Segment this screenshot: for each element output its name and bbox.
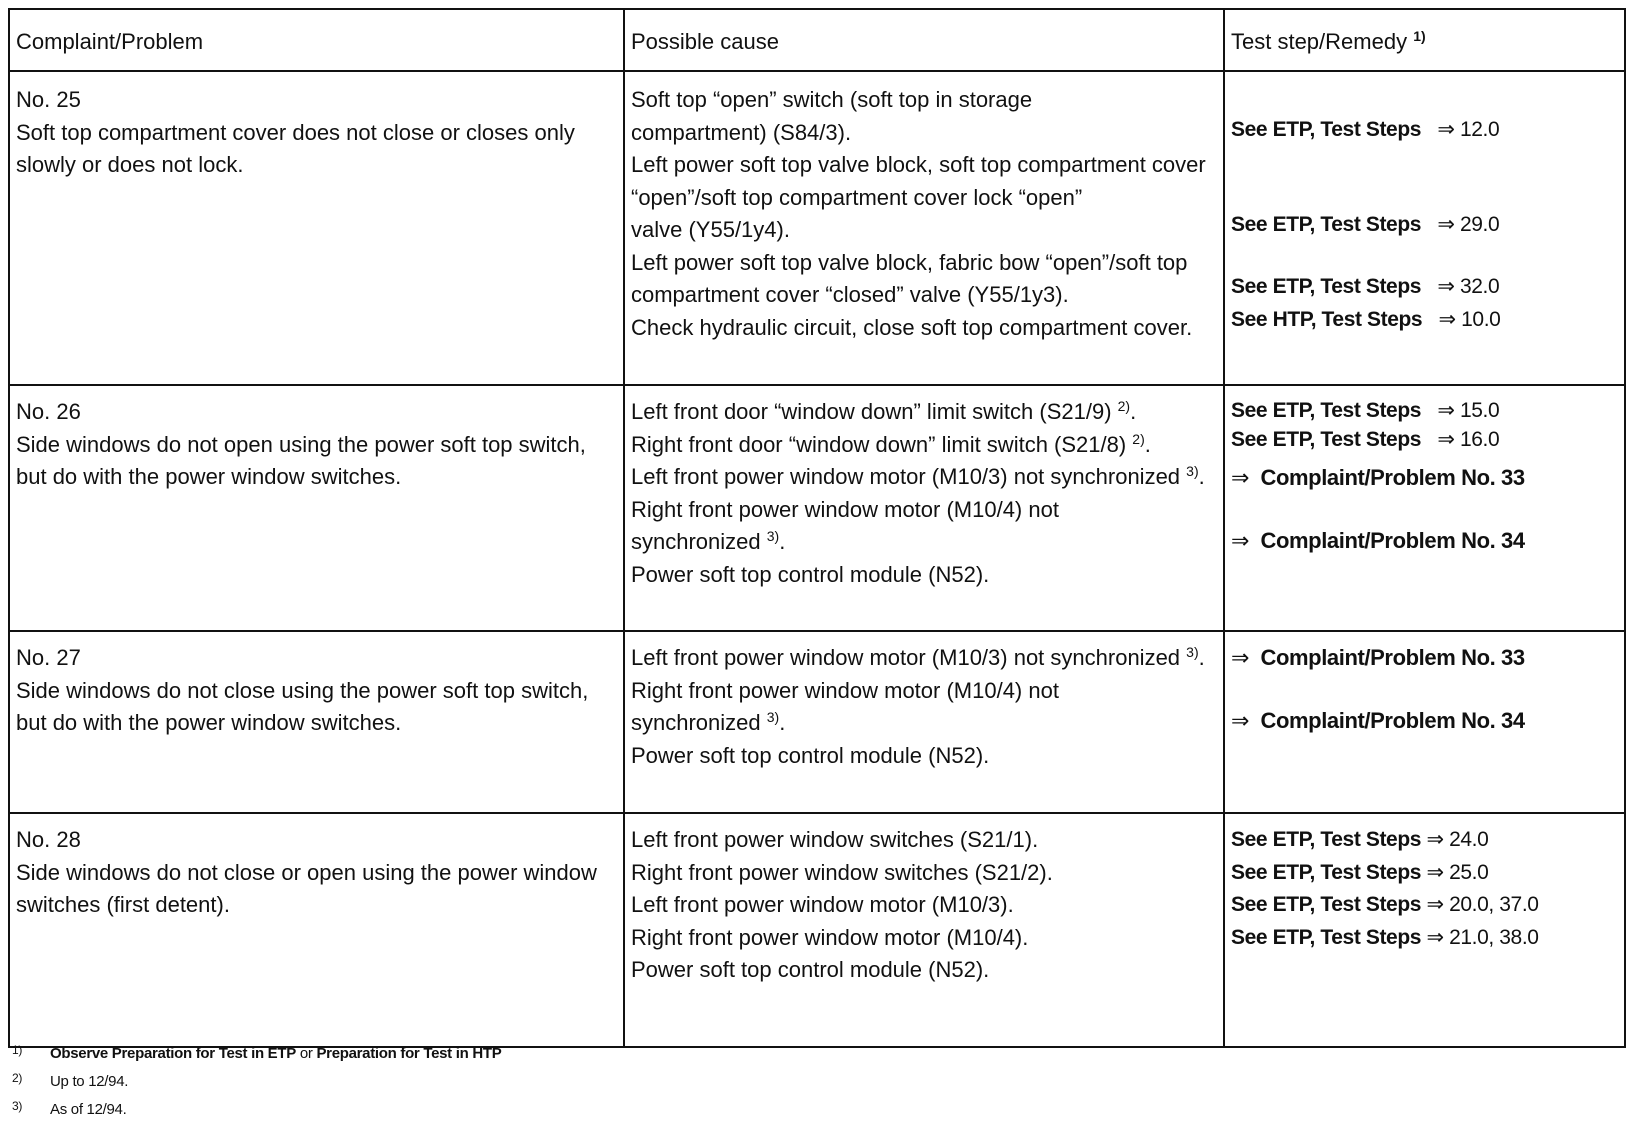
cause-line [631,526,1217,559]
complaint-text-line: Soft top compartment cover does not close or closes only [16,119,575,145]
remedy-text: See ETP, Test Steps [1231,399,1422,422]
complaint-cell-26 [9,385,624,631]
footnote-mark: 3) [766,709,780,725]
complaint-number: No. 27 [16,645,81,670]
test-step-number: 12.0 [1460,118,1500,141]
remedy-cell-26 [1224,385,1625,631]
footnote-mark: 3) [1186,644,1199,660]
cause-line [631,494,1217,527]
complaint-text-line: but do with the power window switches. [16,464,402,489]
spacer [1231,675,1618,705]
footnote-text: or [295,1045,317,1062]
remedy-text: See ETP, Test Steps [1231,893,1422,916]
complaint-text-line: Side windows do not close or open using the power window [16,859,597,885]
cause-line: valve (Y55/1y4). [631,217,790,242]
footnote-mark: 2) [1132,430,1145,447]
test-step-number: 29.0 [1460,212,1500,236]
remedy-text: See ETP, Test Steps [1231,828,1422,851]
remedy-line [1231,304,1618,337]
footnotes [12,1038,501,1122]
complaint-cell-27 [9,631,624,813]
complaint-number: No. 25 [16,87,81,112]
cause-text: Right front power window motor (M10/4) not [631,677,1059,703]
remedy-line [1231,922,1618,955]
footnote-mark: 1) [12,1043,23,1057]
spacer [1231,84,1618,114]
cause-tail: . [1144,431,1151,457]
arrow-icon: ⇒ [1437,275,1455,298]
cause-text: Power soft top control module (N52). [631,561,990,587]
arrow-icon: ⇒ [1231,645,1250,670]
table-row-26 [9,385,1625,631]
remedy-text: Complaint/Problem No. 34 [1260,707,1525,733]
remedy-link[interactable] [1231,462,1618,495]
test-step-number: 16.0 [1460,428,1500,451]
cause-text: Left front power window motor (M10/3) not synchronized [631,645,1187,670]
cause-text: Right front door “window down” limit switch (S21/8) [631,431,1133,457]
test-step-number: 32.0 [1460,275,1500,298]
remedy-cell-28 [1224,813,1625,1047]
troubleshooting-table [8,8,1626,1048]
footnote-text: As of 12/94. [50,1101,127,1118]
cause-cell-25 [624,71,1224,385]
arrow-icon: ⇒ [1426,860,1444,884]
remedy-cell-27 [1224,631,1625,813]
remedy-line [1231,824,1618,857]
complaint-text-line: Side windows do not open using the power soft top switch, [16,431,586,457]
arrow-icon: ⇒ [1426,925,1444,949]
test-step-number: 24.0 [1449,828,1489,851]
spacer [1231,495,1618,525]
arrow-icon: ⇒ [1437,428,1455,451]
cause-line: Left power soft top valve block, soft top compartment cover [631,152,1206,177]
complaint-text-line: slowly or does not lock. [16,152,244,177]
table-row-25 [9,71,1625,385]
cause-line [631,461,1217,494]
arrow-icon: ⇒ [1437,118,1455,141]
test-step-number: 21.0, 38.0 [1449,925,1539,949]
complaint-cell-28 [9,813,624,1047]
cause-text: Left front power window motor (M10/3) not synchronized [631,464,1187,489]
table-header-row [9,9,1625,71]
cause-line: Right front power window motor (M10/4). [631,924,1029,950]
test-step-number: 20.0, 37.0 [1449,893,1539,916]
remedy-line [1231,425,1618,454]
footnote-mark: 2) [1117,398,1131,414]
table-row-27 [9,631,1625,813]
cause-line [631,559,1217,592]
cause-line: Left power soft top valve block, fabric bow “open”/soft top [631,249,1188,275]
complaint-number: No. 26 [16,399,81,424]
remedy-line [1231,209,1618,242]
footnote-3 [12,1094,501,1122]
remedy-text: Complaint/Problem No. 33 [1260,645,1525,670]
footnote-text: Up to 12/94. [50,1073,129,1090]
cause-line: Soft top “open” switch (soft top in storage [631,87,1033,112]
remedy-text: See ETP, Test Steps [1231,275,1422,298]
arrow-icon: ⇒ [1438,307,1456,331]
remedy-line [1231,889,1618,922]
cause-text: Left front door “window down” limit switch (S21/9) [631,399,1118,424]
cause-tail: . [1130,399,1137,424]
cause-line: Right front power window switches (S21/2). [631,859,1053,885]
cause-tail: . [1198,645,1205,670]
cause-line [631,707,1217,740]
remedy-line [1231,114,1618,147]
cause-text: synchronized [631,529,767,554]
arrow-icon: ⇒ [1437,399,1455,422]
cause-line [631,675,1217,708]
cause-line: “open”/soft top compartment cover lock “open” [631,184,1083,210]
footnote-mark: 2) [12,1071,23,1085]
cause-tail: . [1198,464,1205,489]
header-remedy-footnote-mark: 1) [1413,27,1426,44]
cause-cell-27 [624,631,1224,813]
test-step-number: 10.0 [1461,307,1501,331]
arrow-icon: ⇒ [1437,212,1455,236]
complaint-text-line: but do with the power window switches. [16,710,402,735]
cause-line: Power soft top control module (N52). [631,957,990,982]
cause-cell-26 [624,385,1224,631]
remedy-line [1231,271,1618,304]
spacer [1231,241,1618,271]
cause-line [631,642,1217,675]
remedy-text: See ETP, Test Steps [1231,860,1422,884]
remedy-text: See ETP, Test Steps [1231,428,1422,451]
table-row-28 [9,813,1625,1047]
footnote-mark: 3) [1186,463,1199,479]
cause-line [631,429,1217,462]
remedy-link[interactable] [1231,705,1618,738]
cause-text: synchronized [631,710,767,735]
header-cause: Possible cause [624,9,1224,71]
remedy-text: See ETP, Test Steps [1231,118,1422,141]
header-remedy [1224,9,1625,71]
cause-text: Power soft top control module (N52). [631,742,990,768]
cause-line: compartment) (S84/3). [631,119,852,145]
cause-tail: . [779,529,786,554]
cause-line [631,396,1217,429]
header-remedy-label: Test step/Remedy [1231,28,1408,54]
cause-line [631,740,1217,773]
cause-line: Check hydraulic circuit, close soft top compartment cover. [631,314,1193,340]
arrow-icon: ⇒ [1426,893,1444,916]
cause-cell-28 [624,813,1224,1047]
arrow-icon: ⇒ [1231,465,1250,490]
cause-line: Left front power window motor (M10/3). [631,892,1014,917]
footnote-2 [12,1066,501,1094]
remedy-line [1231,396,1618,425]
cause-line: Left front power window switches (S21/1). [631,827,1039,852]
remedy-text: Complaint/Problem No. 34 [1260,527,1525,553]
test-step-number: 15.0 [1460,399,1500,422]
complaint-number: No. 28 [16,827,81,852]
footnote-1 [12,1038,501,1066]
arrow-icon: ⇒ [1231,707,1250,733]
remedy-link[interactable] [1231,642,1618,675]
footnote-text: Observe Preparation for Test in ETP [50,1045,296,1062]
complaint-text-line: Side windows do not close using the power soft top switch, [16,677,589,703]
remedy-text: See HTP, Test Steps [1231,307,1423,331]
header-complaint: Complaint/Problem [9,9,624,71]
remedy-text: Complaint/Problem No. 33 [1260,465,1525,490]
remedy-text: See ETP, Test Steps [1231,212,1422,236]
complaint-cell-25 [9,71,624,385]
remedy-cell-25 [1224,71,1625,385]
test-step-number: 25.0 [1449,860,1489,884]
remedy-text: See ETP, Test Steps [1231,925,1422,949]
cause-text: Right front power window motor (M10/4) not [631,496,1059,522]
footnote-mark: 3) [766,528,780,544]
remedy-line [1231,857,1618,890]
spacer [1231,147,1618,209]
cause-line: compartment cover “closed” valve (Y55/1y3). [631,282,1069,307]
footnote-text: Preparation for Test in HTP [316,1045,502,1062]
cause-tail: . [779,710,786,735]
footnote-mark: 3) [12,1099,23,1113]
arrow-icon: ⇒ [1231,527,1250,553]
complaint-text-line: switches (first detent). [16,892,230,917]
arrow-icon: ⇒ [1426,828,1444,851]
remedy-link[interactable] [1231,525,1618,558]
